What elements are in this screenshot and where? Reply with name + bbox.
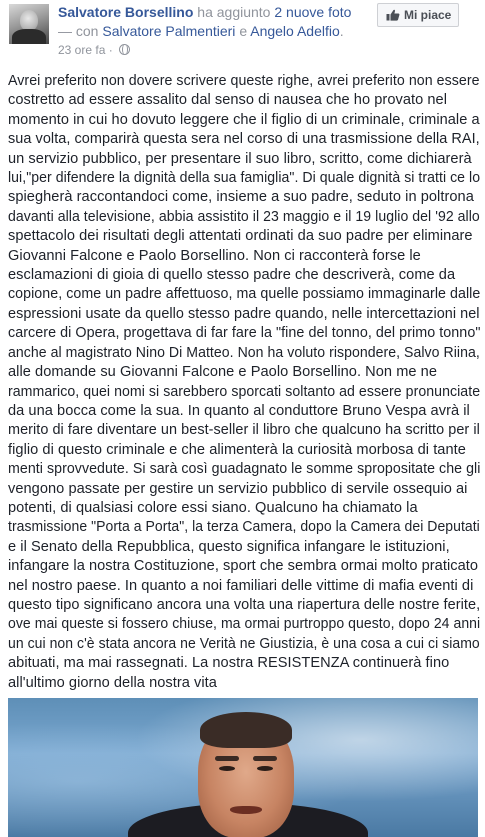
post-text-line: davanti alla televisione, abbia assistito il 23 maggio e il 19 luglio del '92 allo	[8, 208, 480, 225]
post-text-line: copione, come un padre affettuoso, ma quelle possiamo immaginarle dalle	[8, 286, 481, 303]
author-avatar[interactable]	[9, 4, 49, 44]
photo-person-eye-left	[219, 766, 235, 771]
tagged-people-line	[58, 22, 344, 40]
period-text: .	[339, 23, 344, 39]
photo-person-hair	[200, 712, 292, 748]
post-text-line: spiegherà raccontandoci come, insieme a suo padre, seduto in poltrona	[8, 189, 474, 206]
avatar-head	[20, 10, 38, 31]
globe-icon[interactable]	[119, 44, 130, 55]
post-text-line: spettacolo dei risultati degli attentati ordinati da suo padre per eliminare	[8, 228, 473, 245]
post-text-line: lui,"per difendere la dignità della sua famiglia". Di quale dignità si tratti ce lo	[8, 170, 481, 187]
photo-person-eye-right	[257, 766, 273, 771]
like-button-label: Mi piace	[404, 8, 452, 22]
post-text-line: figlio di questo criminale e che alimenterà la curiosità morbosa di tante	[8, 441, 466, 458]
and-text: e	[239, 23, 248, 39]
post-text-line: da una bocca come la sua. In quanto al conduttore Bruno Vespa avrà il	[8, 402, 470, 419]
new-photos-link[interactable]: 2 nuove foto	[274, 4, 352, 20]
post-text-line: anche al magistrato Nino Di Matteo. Non ha voluto rispondere, Salvo Riina,	[8, 344, 480, 361]
post-text-line: ove mai queste si fossero chiuse, ma ormai purtroppo questo, dopo 24 anni	[8, 616, 481, 633]
post-text-line: Avrei preferito non dovere scrivere queste righe, avrei preferito non essere	[8, 73, 480, 89]
tagged-person-link-1[interactable]: Salvatore Palmentieri	[102, 23, 236, 39]
post-text-line: all'ultimo giorno della nostra vita	[8, 674, 217, 691]
photo-person-brow-right	[253, 756, 277, 761]
post-header-line	[58, 3, 351, 21]
post-header	[0, 0, 485, 62]
avatar-body	[12, 29, 46, 44]
post-action-text: ha aggiunto	[197, 4, 271, 20]
photo-person-mouth	[230, 806, 262, 814]
post-text-line: questo tipo significano ancora una volta una riapertura delle nostre ferite,	[8, 596, 481, 613]
meta-separator: ·	[108, 43, 113, 57]
post-text-line: carcere di Opera, progettava di far fare la "fine del tonno, del primo tonno"	[8, 325, 481, 342]
post-body-text	[8, 72, 480, 693]
post-text-line: trasmissione "Porta a Porta", la terza Camera, dopo la Camera dei Deputati	[8, 519, 480, 536]
photo-person-brow-left	[215, 756, 239, 761]
post-text-line: nel nostro paese. In quanto a noi familiari delle vittime di mafia eventi di	[8, 577, 474, 594]
post-text-line: infangare la nostra Costituzione, sport che sembra ormai molto praticato	[8, 558, 479, 575]
post-text-line: espressioni usate da quello stesso padre quando, nelle intercettazioni nel	[8, 305, 480, 322]
post-photo[interactable]	[8, 698, 478, 837]
post-meta	[58, 42, 130, 58]
post-text-line: esclamazioni di gioia di quello stesso padre che descriverà, come da	[8, 267, 456, 284]
thumbs-up-icon	[386, 9, 400, 21]
with-prefix-text: — con	[58, 23, 99, 39]
post-text-line: sua volta, comparirà questa sera nel corso di una trasmissione della RAI,	[8, 131, 480, 148]
post-text-line: menti sprovvedute. Si sarà così guadagnato le somme spropositate che gli	[8, 461, 481, 478]
like-page-button[interactable]	[377, 3, 459, 27]
post-text-line: un servizio pubblico, per presentare il suo libro, scritto, come dichiarerà	[8, 150, 472, 167]
post-text-line: momento in cui ho dovuto leggere che il figlio di un criminale, criminale a	[8, 111, 480, 128]
post-timestamp-link[interactable]: 23 ore fa	[58, 43, 106, 57]
author-name-link[interactable]: Salvatore Borsellino	[58, 4, 194, 20]
post-text-line: Giovanni Falcone e Paolo Borsellino. Non ci racconterà forse le	[8, 247, 421, 264]
post-text-line: rammarico, quei nomi si sarebbero sporcati soltanto ad essere pronunciate	[8, 383, 481, 400]
post-text-line: vengono passate per gestire un servizio pubblico di servile ossequio ai	[8, 480, 468, 497]
post-text-line: potenti, di qualsiasi colore essi siano. Qualcuno ha chiamato la	[8, 499, 418, 516]
post-text-line: merito di fare diventare un best-seller il libro che qualcuno ha scritto per il	[8, 422, 480, 439]
post-text-line: alle domande su Giovanni Falcone e Paolo Borsellino. Non me ne	[8, 364, 438, 381]
post-text-line: un cui non c'è stata ancora ne Verità ne Giustizia, è una cosa a cui ci siamo	[8, 635, 480, 652]
post-text-line: costretto ad essere assalito dal senso di nausea che ho provato nel	[8, 92, 448, 109]
post-text-line: e il Senato della Repubblica, questo significa infangare le istituzioni,	[8, 538, 450, 555]
tagged-person-link-2[interactable]: Angelo Adelfio	[250, 23, 340, 39]
post-text-line: abituati, ma mai rassegnati. La nostra RESISTENZA continuerà fino	[8, 655, 450, 672]
